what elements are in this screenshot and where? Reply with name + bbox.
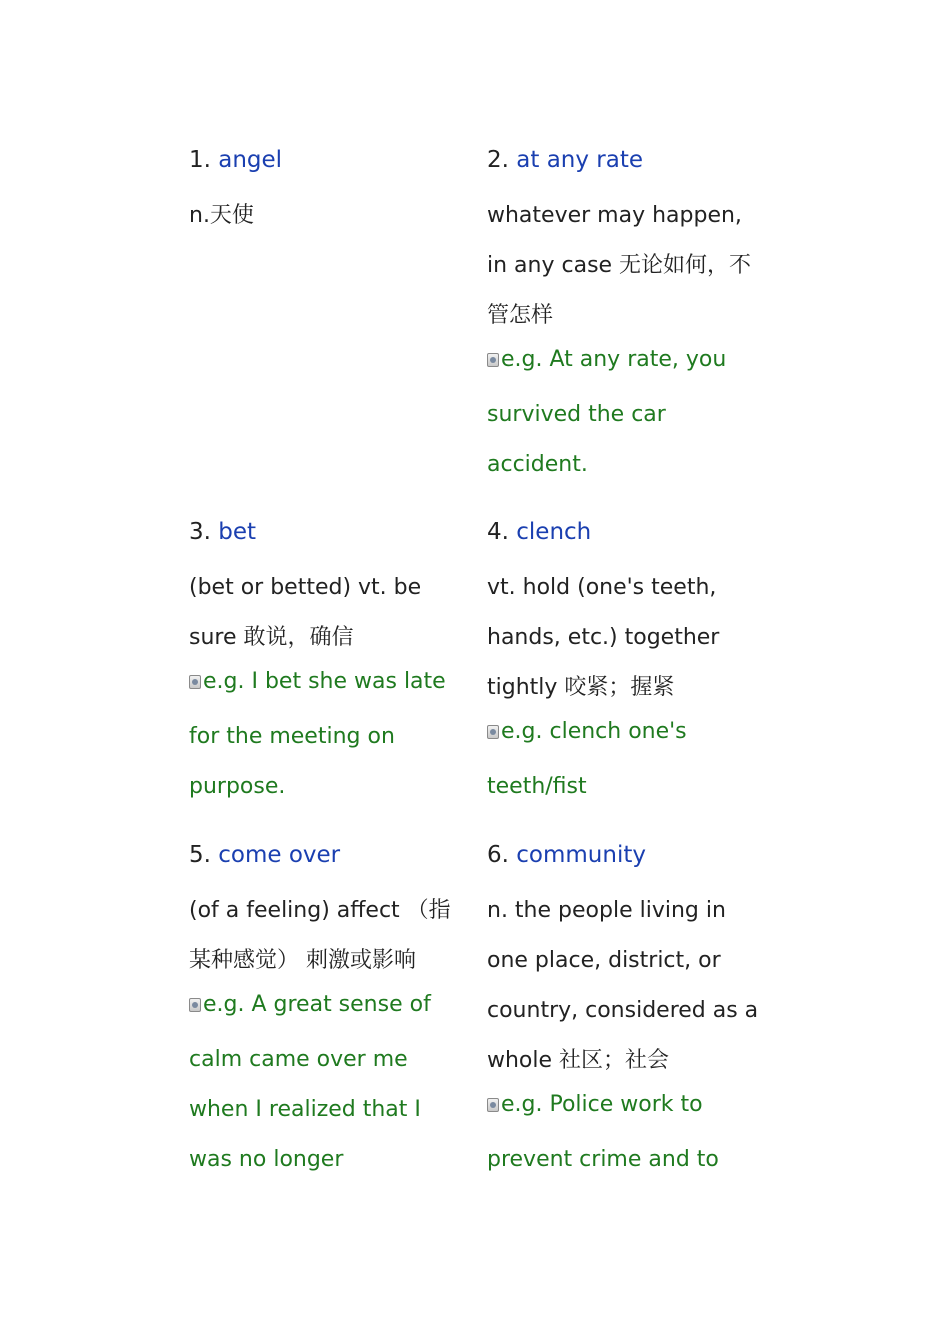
definition-line: vt. hold (one's teeth, bbox=[487, 575, 717, 600]
entry-term: community bbox=[516, 842, 646, 868]
definition-line: one place, district, or bbox=[487, 948, 721, 973]
entry-example bbox=[189, 663, 469, 812]
entry-definition bbox=[487, 886, 767, 1086]
example-icon bbox=[487, 1098, 499, 1112]
entry-example bbox=[487, 341, 767, 490]
vocab-entry-2 bbox=[487, 141, 767, 490]
vocab-entry-6 bbox=[487, 836, 767, 1185]
example-line: purpose. bbox=[189, 774, 286, 799]
example-line: was no longer bbox=[189, 1147, 344, 1172]
example-icon bbox=[487, 353, 499, 367]
example-line: e.g. At any rate, you bbox=[501, 347, 727, 372]
definition-line: whatever may happen, bbox=[487, 203, 742, 228]
entry-number: 2. bbox=[487, 147, 517, 173]
definition-line: n. the people living in bbox=[487, 898, 726, 923]
entry-number: 1. bbox=[189, 147, 219, 173]
definition-line: sure 敢说，确信 bbox=[189, 625, 354, 650]
example-line: survived the car bbox=[487, 402, 666, 427]
example-line: teeth/fist bbox=[487, 774, 587, 799]
definition-line: (bet or betted) vt. be bbox=[189, 575, 422, 600]
definition-line: country, considered as a bbox=[487, 998, 759, 1023]
entry-term: at any rate bbox=[516, 147, 644, 173]
entry-heading bbox=[487, 836, 767, 874]
entry-term: come over bbox=[218, 842, 341, 868]
definition-line: whole 社区；社会 bbox=[487, 1048, 670, 1073]
entry-definition bbox=[487, 191, 767, 341]
vocab-entry-1 bbox=[189, 141, 469, 241]
example-line: calm came over me bbox=[189, 1047, 408, 1072]
entry-term: bet bbox=[218, 519, 257, 545]
example-line: prevent crime and to bbox=[487, 1147, 719, 1172]
vocab-entry-3 bbox=[189, 513, 469, 812]
example-icon bbox=[487, 725, 499, 739]
entry-example bbox=[189, 986, 469, 1185]
entry-heading bbox=[487, 513, 767, 551]
entry-example bbox=[487, 713, 767, 812]
entry-definition bbox=[189, 886, 469, 986]
definition-line: n.天使 bbox=[189, 203, 254, 228]
entry-number: 6. bbox=[487, 842, 517, 868]
entry-heading bbox=[189, 836, 469, 874]
example-line: e.g. Police work to bbox=[501, 1092, 703, 1117]
definition-line: tightly 咬紧；握紧 bbox=[487, 675, 675, 700]
entry-number: 5. bbox=[189, 842, 219, 868]
entry-definition bbox=[189, 563, 469, 663]
entry-heading bbox=[189, 141, 469, 179]
example-line: e.g. clench one's bbox=[501, 719, 687, 744]
definition-line: in any case 无论如何，不 bbox=[487, 253, 752, 278]
entry-term: angel bbox=[218, 147, 283, 173]
entry-example bbox=[487, 1086, 767, 1185]
vocab-entry-5 bbox=[189, 836, 469, 1185]
entry-term: clench bbox=[516, 519, 592, 545]
example-line: for the meeting on bbox=[189, 724, 395, 749]
example-icon bbox=[189, 998, 201, 1012]
example-line: accident. bbox=[487, 452, 588, 477]
entry-heading bbox=[189, 513, 469, 551]
definition-line: 某种感觉） 刺激或影响 bbox=[189, 948, 416, 973]
definition-line: (of a feeling) affect （指 bbox=[189, 898, 451, 923]
definition-line: 管怎样 bbox=[487, 303, 554, 328]
entry-number: 3. bbox=[189, 519, 219, 545]
entry-definition bbox=[189, 191, 469, 241]
example-line: when I realized that I bbox=[189, 1097, 421, 1122]
definition-line: hands, etc.) together bbox=[487, 625, 720, 650]
example-icon bbox=[189, 675, 201, 689]
example-line: e.g. A great sense of bbox=[203, 992, 431, 1017]
vocab-entry-4 bbox=[487, 513, 767, 812]
entry-heading bbox=[487, 141, 767, 179]
example-line: e.g. I bet she was late bbox=[203, 669, 446, 694]
entry-definition bbox=[487, 563, 767, 713]
entry-number: 4. bbox=[487, 519, 517, 545]
